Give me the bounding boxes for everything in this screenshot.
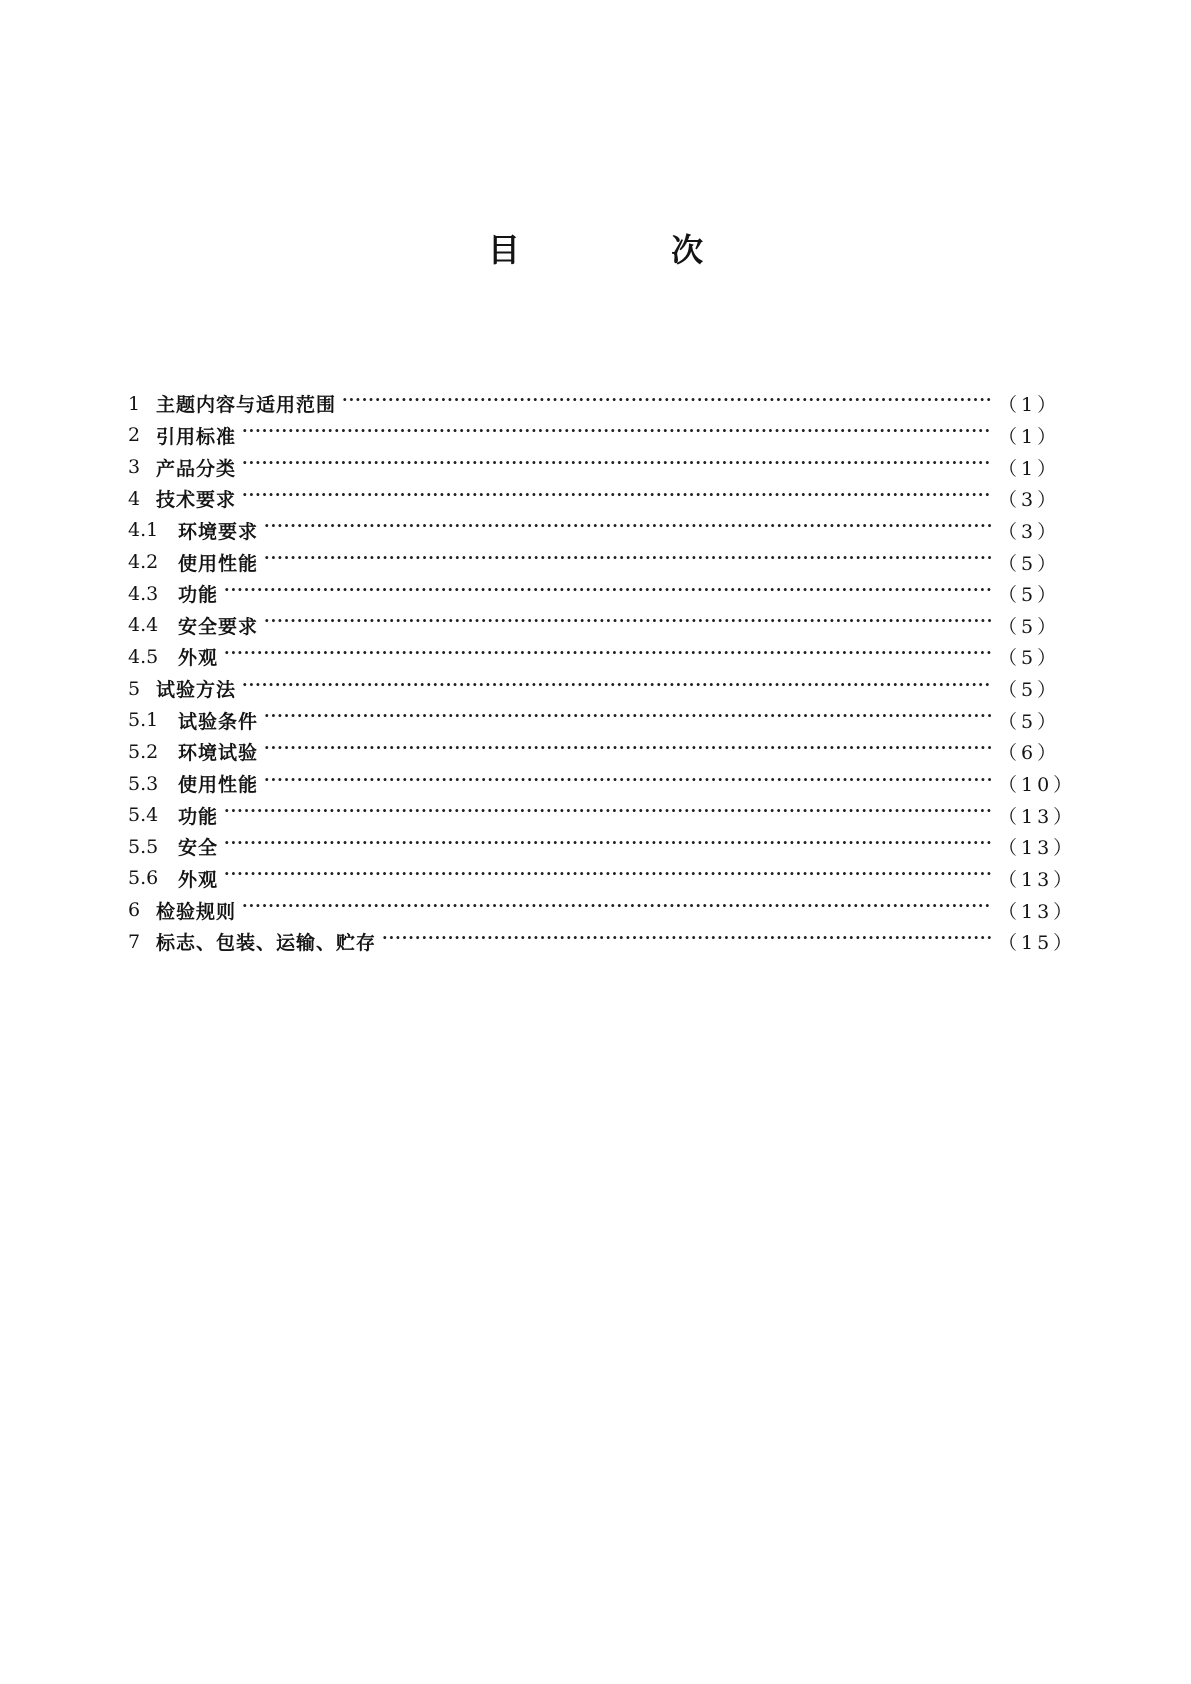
toc-leader-dots (242, 457, 992, 477)
toc-leader-dots (242, 900, 992, 920)
toc-entry (128, 863, 1077, 895)
toc-entry-number: 4.2 (128, 551, 159, 574)
toc-entry-page: （3） (998, 520, 1061, 543)
toc-entry-label: 使用性能 (178, 552, 259, 575)
toc-entry-page: （15） (998, 932, 1077, 955)
toc-leader-dots (382, 932, 992, 952)
toc-leader-dots (242, 425, 992, 445)
toc-entry (128, 483, 1061, 515)
toc-entry-number: 4.1 (128, 519, 159, 542)
toc-entry-label: 标志、包装、运输、贮存 (156, 932, 377, 955)
toc-leader-dots (342, 394, 992, 414)
toc-entry (128, 388, 1061, 420)
toc-entry (128, 578, 1061, 610)
table-of-contents (128, 388, 1077, 958)
toc-entry-number: 4.4 (128, 614, 159, 637)
toc-entry-page: （6） (998, 742, 1061, 765)
toc-entry-label: 安全要求 (178, 615, 259, 638)
toc-entry-label: 试验方法 (156, 679, 237, 702)
page-title: 目 次 (487, 231, 774, 269)
toc-leader-dots (264, 520, 992, 540)
toc-entry (128, 515, 1061, 547)
toc-entry (128, 420, 1061, 452)
toc-entry-number: 3 (128, 456, 141, 479)
toc-leader-dots (224, 868, 992, 888)
toc-entry-number: 5.2 (128, 740, 159, 763)
toc-entry-number: 1 (128, 392, 141, 415)
toc-entry (128, 799, 1077, 831)
toc-entry-label: 主题内容与适用范围 (156, 394, 337, 417)
toc-entry (128, 736, 1061, 768)
toc-entry-number: 5.3 (128, 772, 159, 795)
toc-entry-number: 4 (128, 487, 141, 510)
toc-entry (128, 831, 1077, 863)
toc-entry-page: （5） (998, 710, 1061, 733)
toc-entry-number: 5.5 (128, 835, 159, 858)
toc-entry-label: 使用性能 (178, 774, 259, 796)
toc-leader-dots (242, 679, 992, 699)
toc-entry-number: 5.6 (128, 867, 159, 890)
toc-entry-page: （1） (998, 394, 1061, 417)
toc-entry (128, 894, 1077, 926)
toc-entry-page: （10） (998, 774, 1077, 796)
toc-entry-number: 4.5 (128, 645, 159, 668)
toc-entry-label: 功能 (178, 805, 219, 828)
toc-entry-label: 试验条件 (178, 710, 259, 733)
toc-entry (128, 768, 1077, 800)
toc-entry-label: 技术要求 (156, 489, 237, 512)
toc-entry-page: （5） (998, 615, 1061, 638)
toc-entry (128, 926, 1077, 958)
toc-entry-label: 检验规则 (156, 900, 237, 923)
toc-entry-page: （5） (998, 552, 1061, 575)
toc-leader-dots (264, 710, 992, 730)
toc-entry-label: 安全 (178, 837, 219, 860)
toc-entry (128, 451, 1061, 483)
toc-entry-page: （1） (998, 457, 1061, 480)
toc-leader-dots (264, 774, 992, 794)
toc-entry-label: 外观 (178, 868, 219, 891)
toc-leader-dots (224, 584, 992, 604)
toc-entry-label: 引用标准 (156, 425, 237, 448)
toc-entry-number: 4.3 (128, 582, 159, 605)
toc-entry-page: （13） (998, 837, 1077, 860)
toc-leader-dots (264, 742, 992, 762)
toc-entry-number: 7 (128, 930, 141, 953)
toc-leader-dots (224, 805, 992, 825)
toc-entry-number: 6 (128, 899, 141, 922)
toc-entry (128, 704, 1061, 736)
toc-leader-dots (224, 837, 992, 857)
toc-entry-number: 5.4 (128, 804, 159, 827)
toc-entry-label: 环境试验 (178, 742, 259, 765)
toc-entry-page: （13） (998, 868, 1077, 891)
toc-entry-label: 功能 (178, 584, 219, 607)
toc-leader-dots (264, 615, 992, 635)
toc-entry (128, 546, 1061, 578)
toc-entry-page: （13） (998, 900, 1077, 923)
toc-entry-number: 2 (128, 424, 141, 447)
toc-entry (128, 641, 1061, 673)
toc-entry (128, 609, 1061, 641)
toc-entry-page: （13） (998, 805, 1077, 828)
toc-entry-number: 5.1 (128, 709, 159, 732)
toc-entry-page: （5） (998, 584, 1061, 607)
toc-entry-page: （1） (998, 425, 1061, 448)
toc-entry-page: （5） (998, 647, 1061, 670)
toc-entry-number: 5 (128, 677, 141, 700)
toc-entry-label: 环境要求 (178, 520, 259, 543)
toc-leader-dots (242, 489, 992, 509)
toc-leader-dots (224, 647, 992, 667)
toc-entry-page: （3） (998, 489, 1061, 512)
toc-entry-label: 外观 (178, 647, 219, 670)
toc-entry (128, 673, 1061, 705)
toc-entry-page: （5） (998, 679, 1061, 702)
toc-leader-dots (264, 552, 992, 572)
toc-entry-label: 产品分类 (156, 457, 237, 480)
